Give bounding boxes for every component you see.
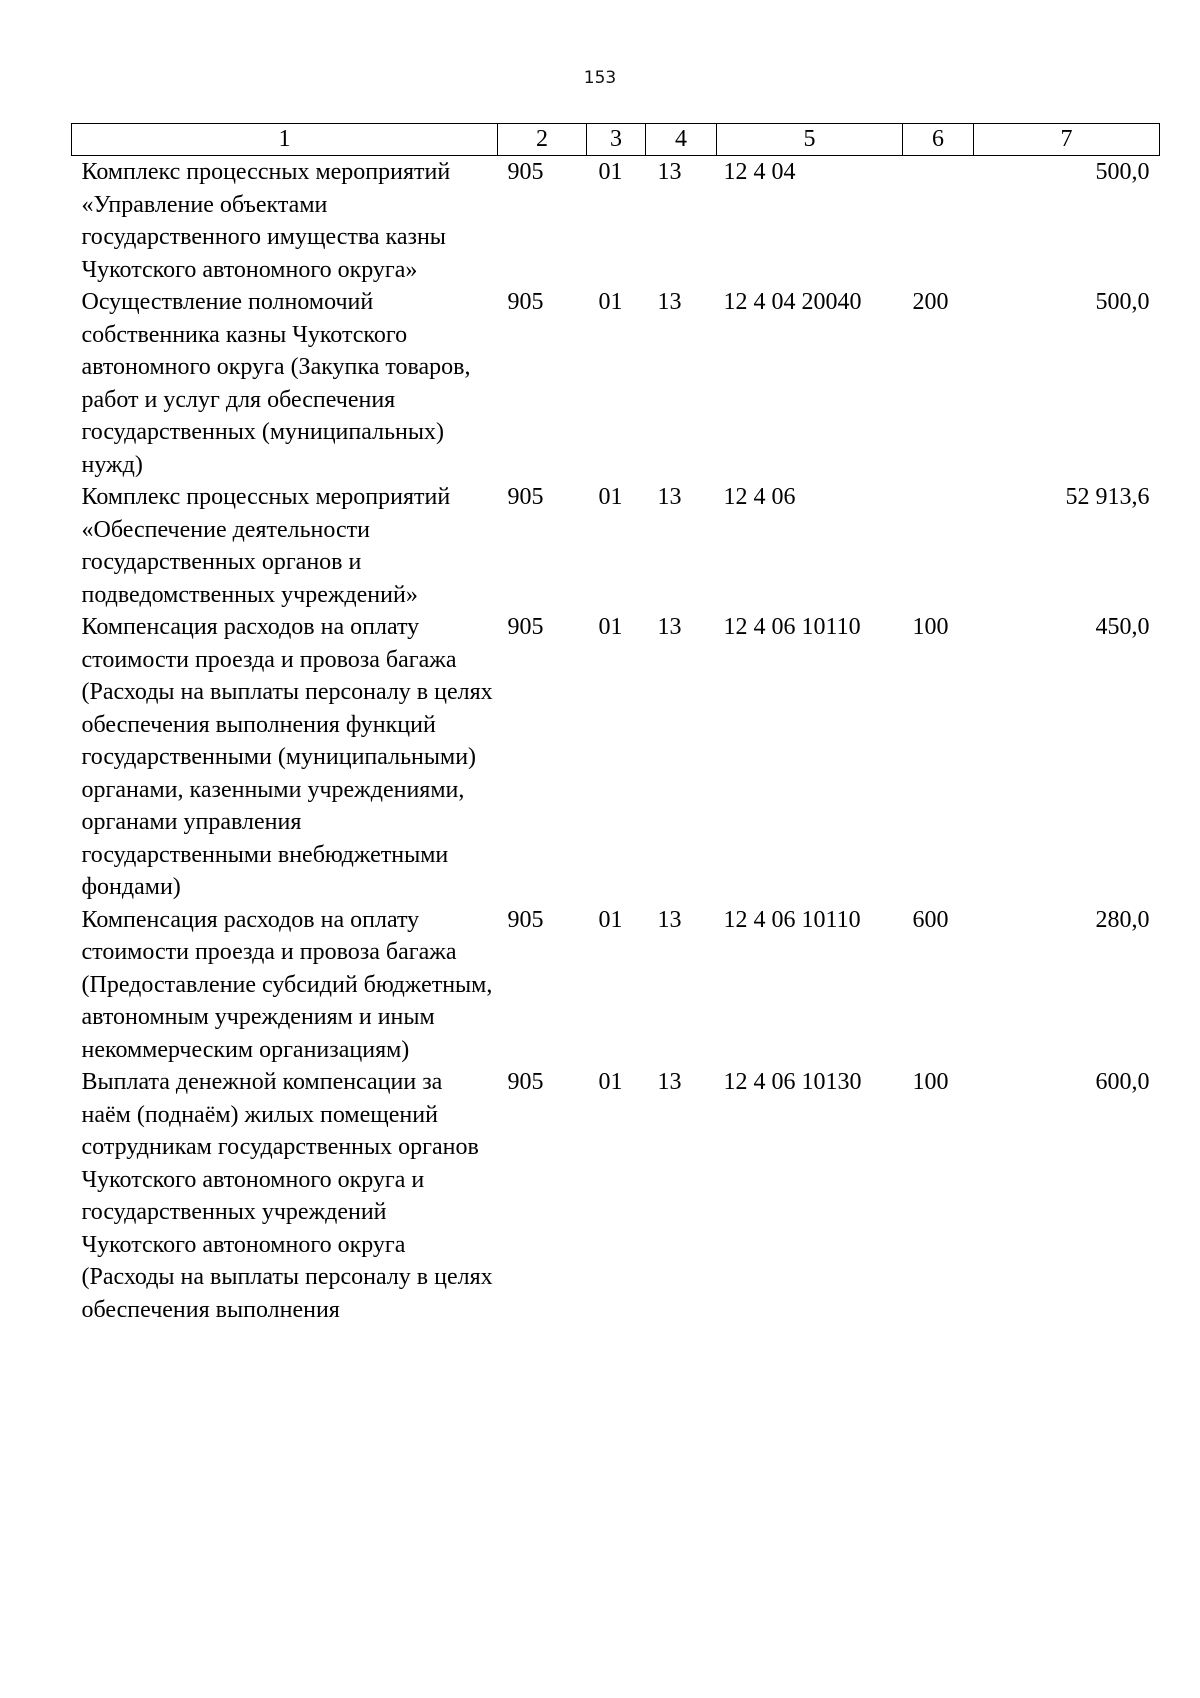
row-target-code: 12 4 06 10130 <box>723 1069 862 1095</box>
row-amount: 52 913,6 <box>1065 484 1150 510</box>
row-section-code: 01 <box>598 906 623 933</box>
row-gr-code: 905 <box>507 159 544 185</box>
row-target-code: 12 4 06 <box>723 484 796 510</box>
row-target-code: 12 4 04 20040 <box>723 289 862 315</box>
row-section-code: 01 <box>598 1069 623 1095</box>
table-row <box>72 481 1160 611</box>
row-target-code: 12 4 06 10110 <box>723 906 861 933</box>
row-section-code: 01 <box>598 159 623 185</box>
row-name: Комплекс процессных мероприятий «Управление объектами государственного имущества казны Чукотского автономного округа» <box>81 159 451 283</box>
column-header-5: 5 <box>717 124 903 156</box>
row-name: Компенсация расходов на оплату стоимости проезда и провоза багажа (Предоставление субсидий бюджетным, автономным учреждениям и иным некоммерческим организациям) <box>81 906 493 1063</box>
page-number: 153 <box>583 68 617 88</box>
row-target-code: 12 4 06 10110 <box>723 614 861 640</box>
column-header-7: 7 <box>974 124 1160 156</box>
row-gr-code: 905 <box>507 906 544 933</box>
row-expense-type: 600 <box>912 906 949 933</box>
table-row <box>72 611 1160 904</box>
row-name: Осуществление полномочий собственника казны Чукотского автономного округа (Закупка товаров, работ и услуг для обеспечения государственных (муниципальных) нужд) <box>81 289 471 478</box>
row-subsection-code: 13 <box>657 159 682 185</box>
table-row <box>72 1066 1160 1326</box>
row-amount: 500,0 <box>1095 159 1150 185</box>
row-subsection-code: 13 <box>657 484 682 510</box>
row-amount: 600,0 <box>1095 1069 1150 1095</box>
column-header-2: 2 <box>498 124 587 156</box>
row-target-code: 12 4 04 <box>723 159 796 185</box>
row-subsection-code: 13 <box>657 1069 682 1095</box>
column-header-1: 1 <box>72 124 498 156</box>
budget-table <box>71 123 1160 1326</box>
column-header-4: 4 <box>646 124 717 156</box>
row-section-code: 01 <box>598 484 623 510</box>
row-subsection-code: 13 <box>657 906 682 933</box>
row-amount: 450,0 <box>1095 614 1150 640</box>
row-expense-type: 100 <box>912 614 949 640</box>
table-row <box>72 156 1160 287</box>
table-row <box>72 286 1160 481</box>
row-subsection-code: 13 <box>657 289 682 315</box>
row-gr-code: 905 <box>507 484 544 510</box>
table-row <box>72 904 1160 1067</box>
row-expense-type: 100 <box>912 1069 949 1095</box>
row-amount: 500,0 <box>1095 289 1150 315</box>
column-header-3: 3 <box>587 124 646 156</box>
row-name: Комплекс процессных мероприятий «Обеспечение деятельности государственных органов и подведомственных учреждений» <box>81 484 451 608</box>
row-amount: 280,0 <box>1095 906 1150 933</box>
column-header-6: 6 <box>903 124 974 156</box>
row-expense-type <box>903 481 974 611</box>
row-gr-code: 905 <box>507 289 544 315</box>
row-expense-type <box>903 156 974 287</box>
row-gr-code: 905 <box>507 614 544 640</box>
header-row <box>72 124 1160 156</box>
row-name: Компенсация расходов на оплату стоимости проезда и провоза багажа (Расходы на выплаты персоналу в целях обеспечения выполнения функций государственными (муниципальными) органами, казенными учреждениями, органами управления государственными внебюджетными фондами) <box>81 614 493 900</box>
row-gr-code: 905 <box>507 1069 544 1095</box>
row-expense-type: 200 <box>912 289 949 315</box>
row-name: Выплата денежной компенсации за наём (поднаём) жилых помещений сотрудникам государственных органов Чукотского автономного округа и государственных учреждений Чукотского автономного округа (Расходы на выплаты персоналу в целях обеспечения выполнения <box>81 1069 493 1323</box>
row-section-code: 01 <box>598 614 623 640</box>
row-section-code: 01 <box>598 289 623 315</box>
row-subsection-code: 13 <box>657 614 682 640</box>
